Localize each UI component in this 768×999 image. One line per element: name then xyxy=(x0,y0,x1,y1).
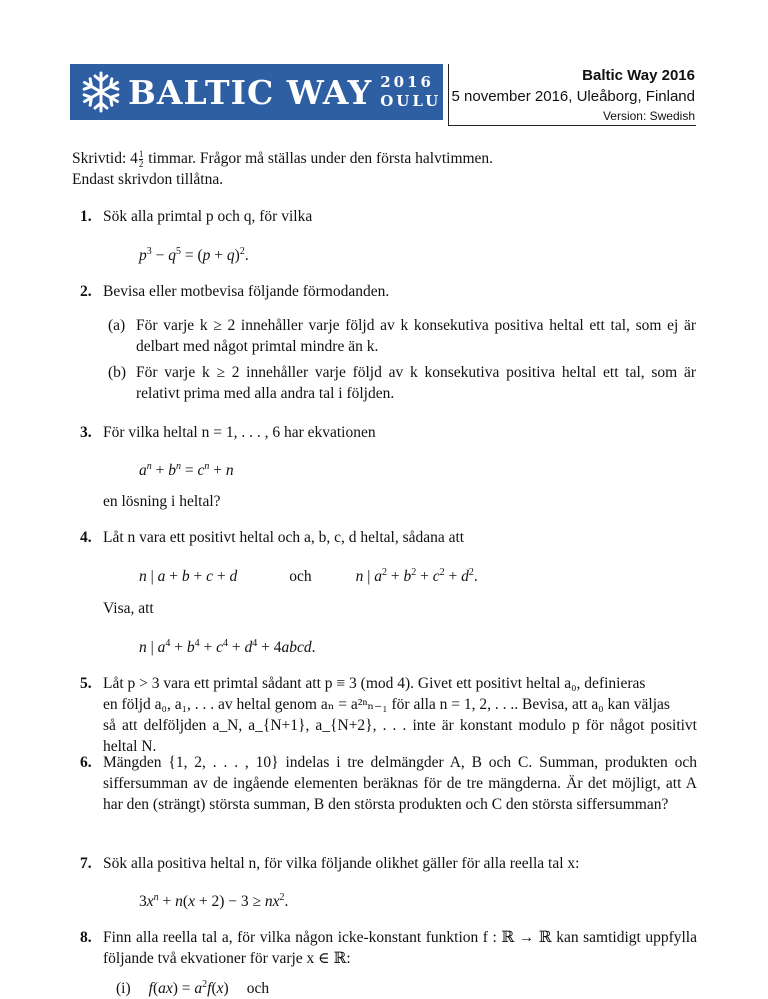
logo-year-city xyxy=(380,73,441,111)
logo-year: 2016 xyxy=(380,73,434,91)
date-place: 5 november 2016, Uleåborg, Finland xyxy=(451,88,695,105)
problem-5-line-1: Låt p > 3 vara ett primtal sådant att p ≡ 3 (mod 4). Givet ett positivt heltal a₀, definieras xyxy=(103,675,646,692)
header-divider-horizontal xyxy=(448,125,696,126)
intro-line-2: Endast skrivdon tillåtna. xyxy=(72,171,224,188)
intro-line-1: Skrivtid: 4 $\frac{1}{2}$ timmar. Frågor må ställas under den första halvtimmen. xyxy=(72,148,494,169)
logo-city: OULU xyxy=(380,92,442,110)
intro-text xyxy=(72,148,697,190)
problem-4-visa: Visa, att xyxy=(103,600,154,617)
problem-3-text-2: en lösning i heltal? xyxy=(103,493,221,510)
problem-6-text: Mängden {1, 2, . . . , 10} indelas i tre delmängder A, B och C. Summan, produkten och siffersumman av de ingående elementen beräknas för de tre mängderna. Är det möjligt, att A har den (strängt) största summan, B den största produkten och C den största siffersumman? xyxy=(103,754,697,813)
problem-1-text: Sök alla primtal p och q, för vilka xyxy=(103,208,313,225)
problem-8-text: Finn alla reella tal a, för vilka någon icke-konstant funktion f : ℝ → ℝ kan samtidigt uppfylla följande två ekvationer för varje x ∈ ℝ: xyxy=(103,929,697,967)
problem-3-text: För vilka heltal n = 1, . . . , 6 har ekvationen xyxy=(103,424,376,441)
problem-2a-label: (a) xyxy=(108,317,126,334)
problem-3-number: 3. xyxy=(80,424,92,441)
problem-1-equation: $p^3 - q^5 = (p + q)^2$. xyxy=(139,246,249,265)
problem-4-condition: n | a + b + c + d och n | $a^2 + b^2 + c^2 + d^2$. xyxy=(139,567,478,586)
problem-3-equation: $a^n + b^n = c^n + n$ xyxy=(139,461,234,480)
problem-5-line-2: en följd a₀, a₁, . . . av heltal genom aₙ = a²ⁿₙ₋₁ för alla n = 1, 2, . . .. Bevisa, att a₀ kan väljas xyxy=(103,696,670,713)
problem-5-line-3: så att delföljden a_N, a_{N+1}, a_{N+2}, . . . inte är konstant modulo p för något positivt heltal N. xyxy=(103,717,697,755)
problem-4-claim: n | $a^4 + b^4 + c^4 + d^4$ + 4abcd. xyxy=(139,638,316,657)
problem-2b-text: För varje k ≥ 2 innehåller varje följd av k konsekutiva positiva heltal ett tal, som är relativt prima med alla andra tal i följden. xyxy=(136,364,696,402)
problem-2b-label: (b) xyxy=(108,364,127,381)
header-info xyxy=(452,65,696,125)
problem-7-inequality: $3x^n + n(x + 2) - 3 \ge nx^2$. xyxy=(139,892,289,911)
problem-2-number: 2. xyxy=(80,283,92,300)
snowflake-icon xyxy=(78,69,124,115)
problem-2a-text: För varje k ≥ 2 innehåller varje följd av k konsekutiva positiva heltal ett tal, som ej är delbart med något primtal mindre än k. xyxy=(136,317,696,355)
header-divider-vertical xyxy=(448,64,449,126)
problem-7-text: Sök alla positiva heltal n, för vilka följande olikhet gäller för alla reella tal x: xyxy=(103,855,580,872)
problem-2-text: Bevisa eller motbevisa följande förmodanden. xyxy=(103,283,390,300)
problem-1-number: 1. xyxy=(80,208,92,225)
problem-5-number: 5. xyxy=(80,675,92,692)
problem-4-text: Låt n vara ett positivt heltal och a, b, c, d heltal, sådana att xyxy=(103,529,465,546)
logo-wordmark: BALTIC WAY xyxy=(128,72,373,112)
contest-title: Baltic Way 2016 xyxy=(582,67,695,84)
problem-7-number: 7. xyxy=(80,855,92,872)
problem-8-number: 8. xyxy=(80,929,92,946)
version-label: Version: Swedish xyxy=(602,109,695,123)
problem-8-eq-i: (i) $f(ax) = a^2f(x)$ och xyxy=(116,979,270,998)
problem-6-number: 6. xyxy=(80,754,92,771)
problem-4-number: 4. xyxy=(80,529,92,546)
baltic-way-logo xyxy=(70,64,443,120)
